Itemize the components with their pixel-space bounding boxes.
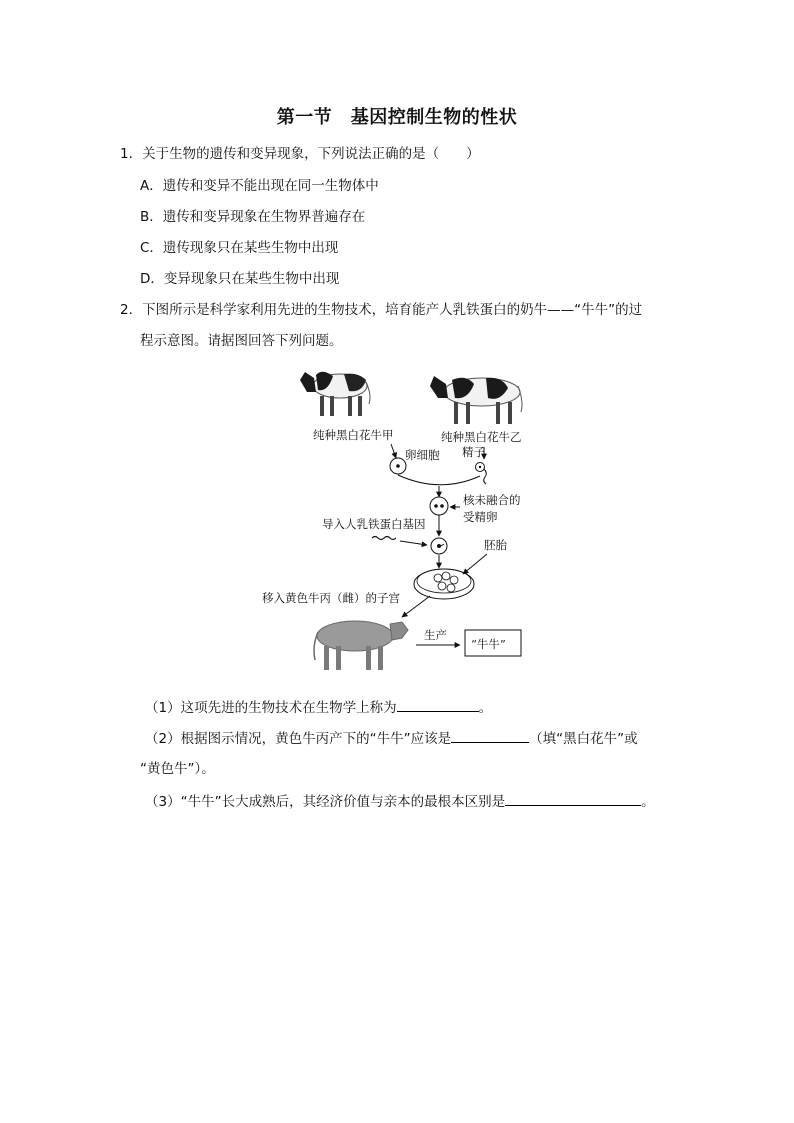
q2-sub3-text: （3）“牛牛”长大成熟后，其经济价值与亲本的最根本区别是 [145,794,506,810]
q1-stem: 1．关于生物的遗传和变异现象，下列说法正确的是（ ） [120,146,480,162]
gene-label: 导入人乳铁蛋白基因 [322,517,426,531]
egg-label: 卵细胞 [405,448,440,462]
zygote-label-line1: 核未融合的 [463,493,521,507]
zygote-icon [430,497,448,515]
q2-sub1 [145,697,492,717]
q1-option-d: D．变异现象只在某些生物中出现 [140,271,340,287]
q2-stem-line2: 程示意图。请据图回答下列问题。 [140,333,343,349]
q1-option-c: C．遗传现象只在某些生物中出现 [140,240,339,256]
q2-sub2-end: （填“黑白花牛”或 [529,731,638,747]
q1-option-b: B．遗传和变异现象在生物界普遍存在 [140,209,366,225]
q2-sub3-blank[interactable] [505,791,641,806]
q2-sub1-end: 。 [478,700,493,716]
result-label: “牛牛” [471,637,506,651]
zygote-label-line2: 受精卵 [463,510,498,524]
cow-b-label: 纯种黑白花牛乙 [441,430,522,444]
q1-option-a: A．遗传和变异不能出现在同一生物体中 [140,178,379,194]
produce-label: 生产 [424,628,447,642]
q2-sub1-text: （1）这项先进的生物技术在生物学上称为 [145,700,397,716]
q2-sub3 [145,791,655,811]
black-white-cow-b-image [430,376,522,424]
black-white-cow-a-image [300,372,370,416]
embryo-dish-icon [414,569,474,599]
gene-wave-icon [372,537,396,540]
page-title: 第一节 基因控制生物的性状 [276,107,518,128]
q2-sub2-blank[interactable] [451,728,529,743]
q2-sub2-text: （2）根据图示情况，黄色牛丙产下的“牛牛”应该是 [145,731,452,747]
q2-sub1-blank[interactable] [397,697,479,712]
embryo-label: 胚胎 [484,538,507,552]
transfer-label: 移入黄色牛丙（雌）的子宫 [262,591,400,605]
q2-sub3-end: 。 [641,794,655,810]
cow-a-label: 纯种黑白花牛甲 [313,428,394,442]
q2-sub2-line2: “黄色牛”）。 [140,761,215,777]
sperm-label: 精子 [462,445,485,459]
q2-stem-line1: 2．下图所示是科学家利用先进的生物技术，培育能产人乳铁蛋白的奶牛——“牛牛”的过 [120,302,643,318]
yellow-cow-image [314,621,408,670]
q2-sub2 [145,728,638,748]
